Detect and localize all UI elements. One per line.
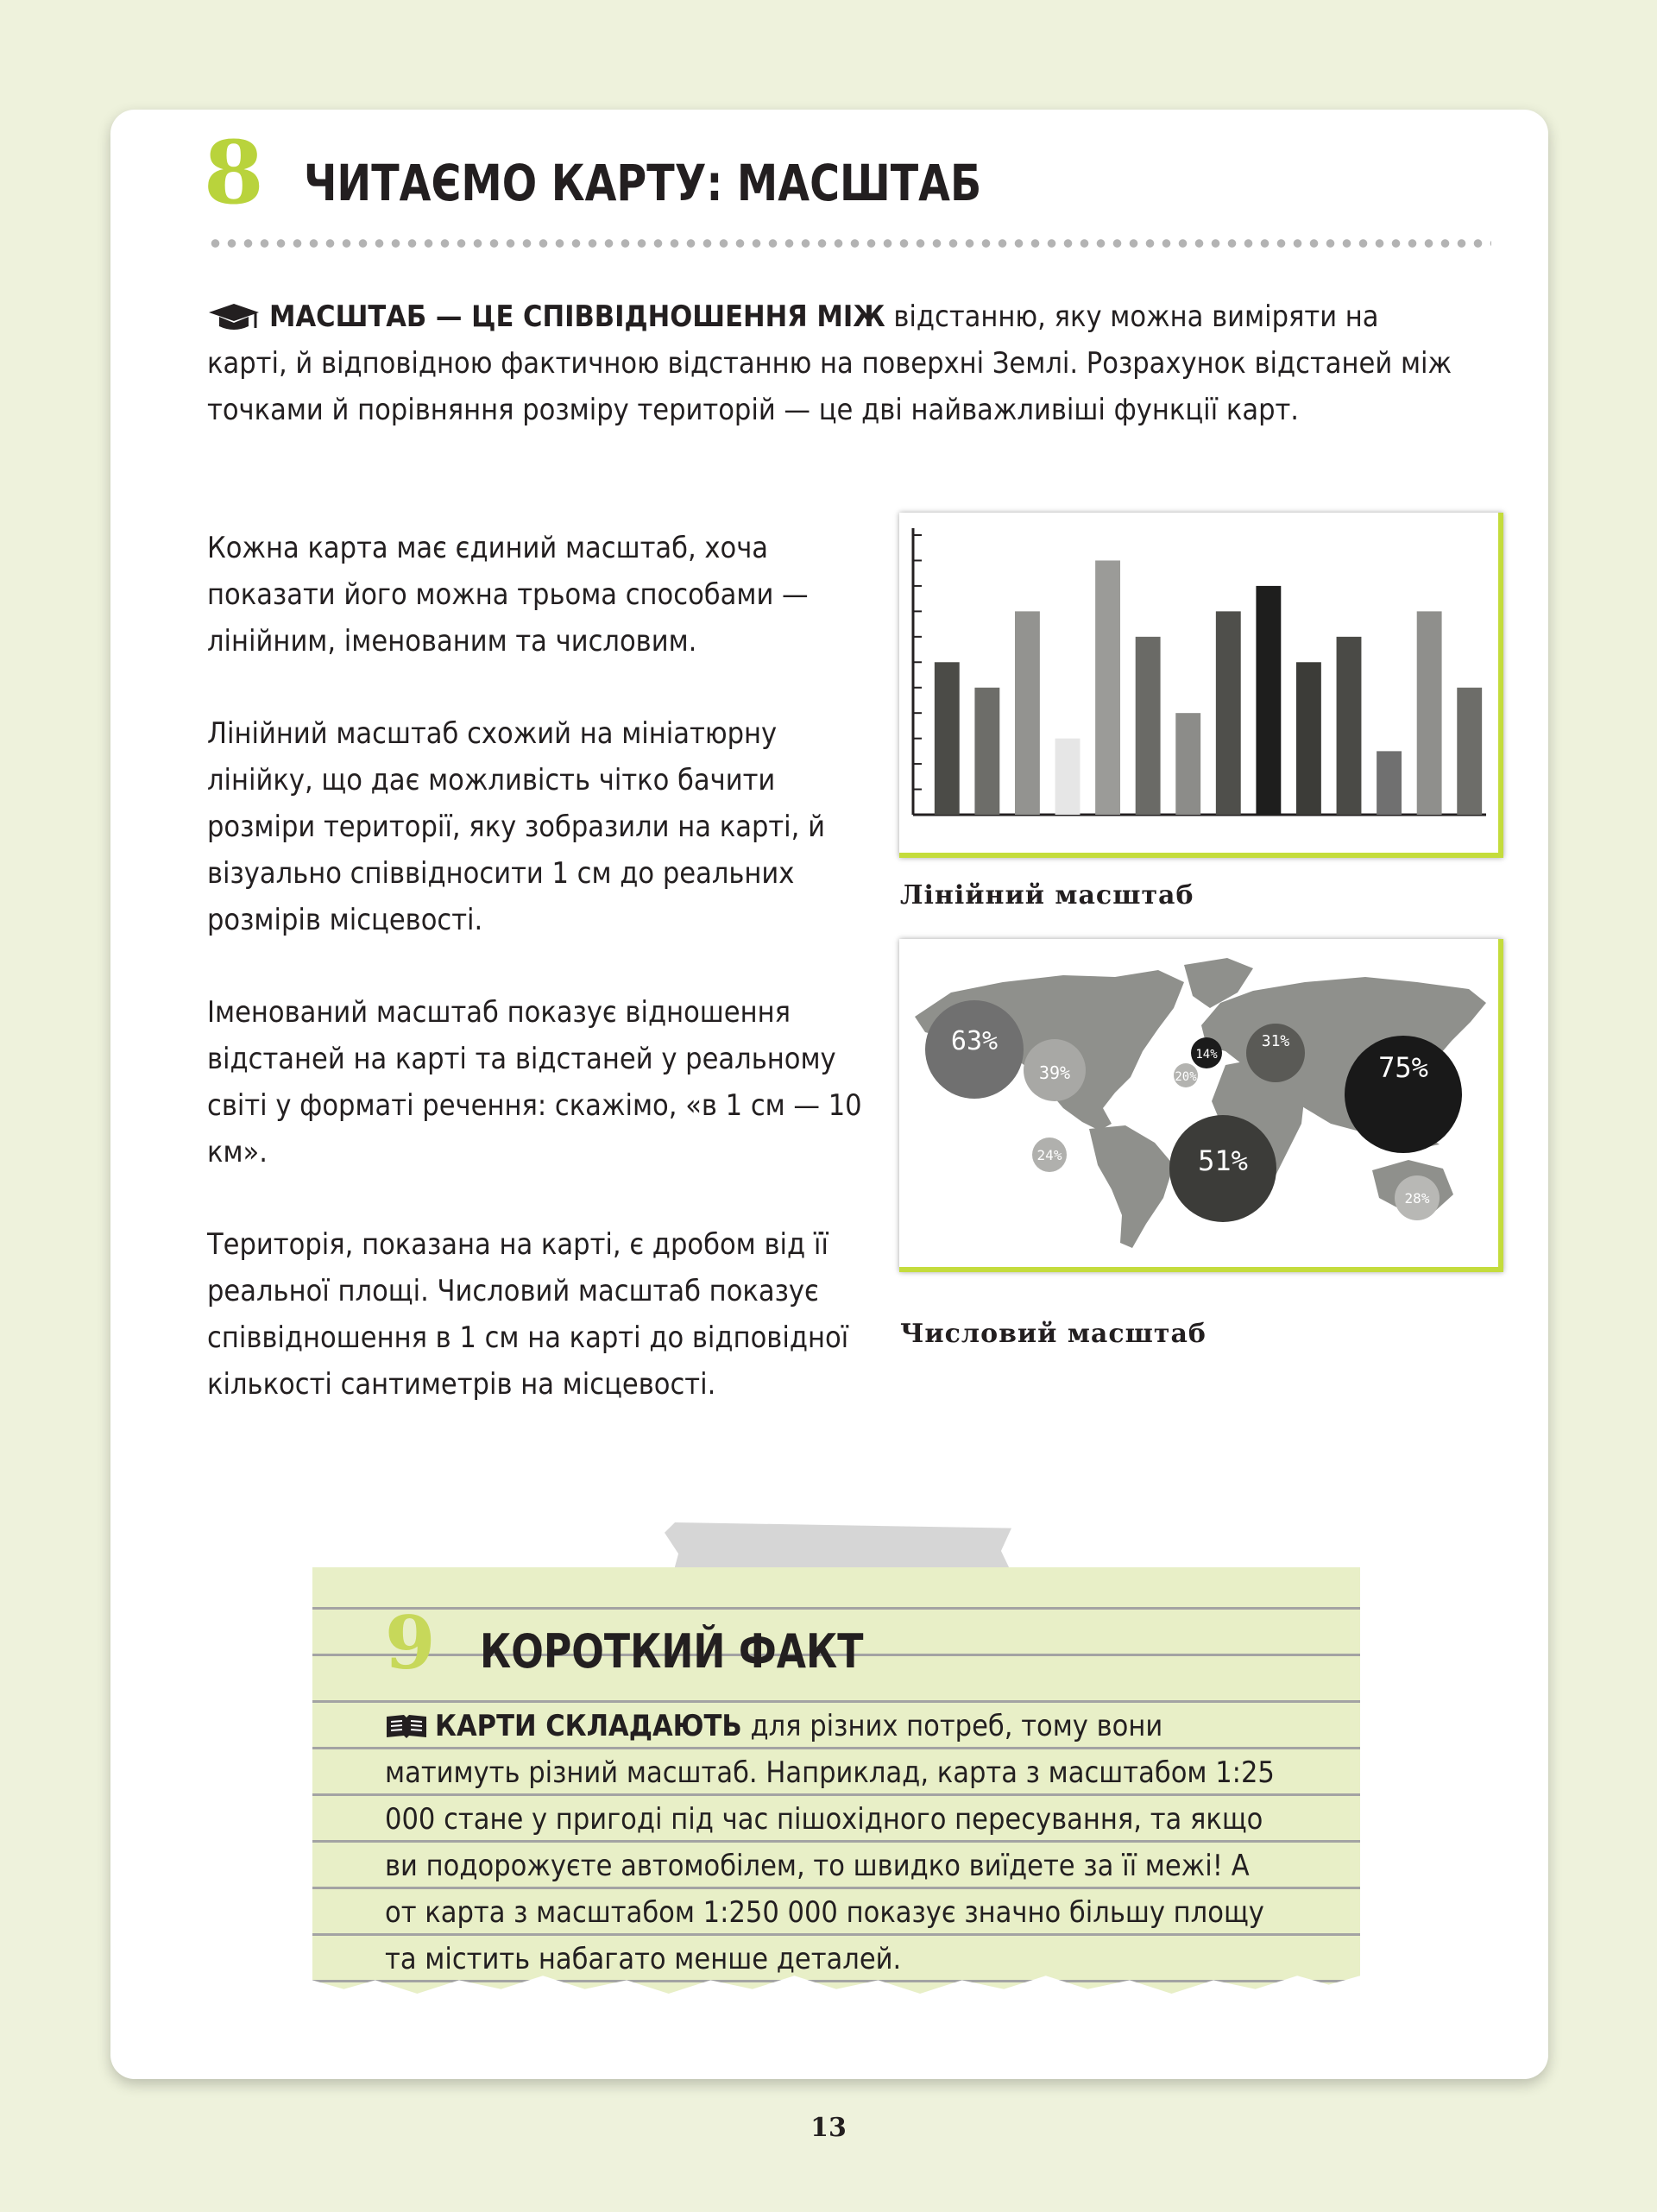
dotted-divider [207,238,1491,249]
fact-title: КОРОТКИЙ ФАКТ [480,1624,864,1679]
world-map-figure [899,939,1503,1272]
map-label-75: 75% [1378,1051,1428,1084]
fact-paragraph [385,1703,1282,1982]
map-label-51: 51% [1198,1144,1248,1177]
graduation-cap-icon [207,302,261,331]
bar-2 [974,688,999,815]
bar-6 [1136,637,1161,815]
map-label-39: 39% [1038,1062,1071,1083]
figure2-caption: Числовий масштаб [900,1319,1207,1349]
section-number: 8 [204,122,264,224]
page-number: 13 [810,2113,847,2143]
bar-5 [1095,560,1120,815]
intro-text: відстанню, яку можна виміряти на карті, й відповідною фактичною відстанню на поверхні Землі. Розрахунок відстаней між точками й порівняння розміру територій — це дві найважливіші функції карт. [207,299,1452,427]
fact-text: для різних потреб, тому вони матимуть різний масштаб. Наприклад, карта з масштабом 1:25 000 стане у пригоді під час пішохідного пересування, та якщо ви подорожуєте автомобілем, то швидко виїдете за її межі! А от карта з масштабом 1:250 000 показує значно більшу площу та містить набагато менше деталей. [385,1709,1275,1976]
map-label-31: 31% [1261,1032,1290,1050]
intro-lead: МАСШТАБ — ЦЕ СПІВВІДНОШЕННЯ МІЖ [269,299,885,334]
fact-lead: КАРТИ СКЛАДАЮТЬ [435,1709,742,1743]
bar-12 [1377,751,1402,815]
map-label-14: 14% [1195,1048,1218,1062]
map-label-20: 20% [1175,1070,1197,1084]
bar-9 [1256,586,1281,815]
paragraph-4: Територія, показана на карті, є дробом від її реальної площі. Числовий масштаб показує співвідношення в 1 см на карті до відповідної кількості сантиметрів на місцевості. [207,1227,849,1402]
map-label-63: 63% [950,1026,999,1056]
bar-chart-figure [899,513,1503,858]
bar-1 [935,662,960,815]
intro-paragraph [207,293,1459,433]
bar-3 [1015,611,1040,815]
chart-bars [935,560,1482,815]
open-book-icon [385,1713,428,1739]
map-label-28: 28% [1404,1190,1430,1207]
paragraph-1: Кожна карта має єдиний масштаб, хоча показати його можна трьома способами — лінійним, іменованим та числовим. [207,531,809,659]
bar-8 [1216,611,1241,815]
figure1-caption: Лінійний масштаб [900,880,1194,911]
fact-number: 9 [385,1600,436,1686]
map-label-24: 24% [1036,1147,1062,1163]
bar-7 [1175,713,1200,815]
world-map [899,939,1498,1267]
bar-13 [1417,611,1442,815]
south-america-shape [1089,1125,1174,1248]
bar-chart [899,513,1498,853]
bar-14 [1457,688,1482,815]
section-title: ЧИТАЄМО КАРТУ: МАСШТАБ [304,154,982,212]
paragraph-2: Лінійний масштаб схожий на мініатюрну лінійку, що дає можливість чітко бачити розміри території, яку зобразили на карті, й візуально співвідносити 1 см до реальних розмірів місцевості. [207,716,825,937]
bar-11 [1337,637,1362,815]
paragraph-3: Іменований масштаб показує відношення відстаней на карті та відстаней у реальному світі у форматі речення: скажімо, «в 1 см — 10 км». [207,995,862,1169]
bar-10 [1296,662,1321,815]
bar-4 [1055,739,1081,815]
